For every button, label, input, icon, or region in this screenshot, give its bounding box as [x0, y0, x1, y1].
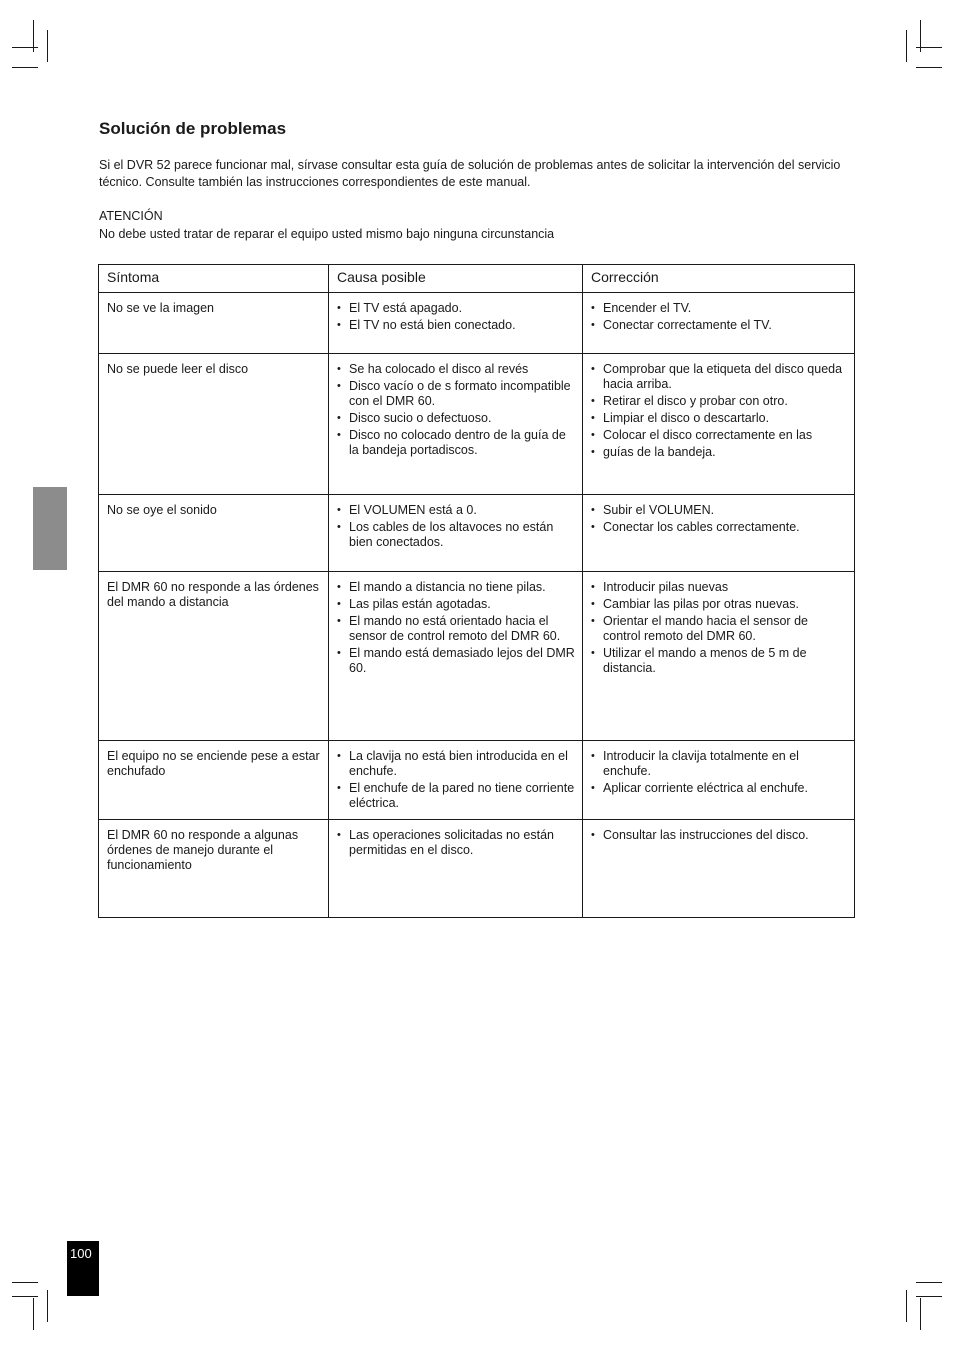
table-row: [99, 820, 855, 918]
fix-item: • Introducir la clavija totalmente en el enchufe.: [591, 749, 848, 779]
fix-cell: [583, 293, 855, 354]
crop-mark: [916, 67, 942, 68]
cause-item: • Disco no colocado dentro de la guía de la bandeja portadiscos.: [337, 428, 576, 458]
crop-mark: [920, 1298, 921, 1330]
crop-mark: [12, 1282, 38, 1283]
cause-cell: [329, 354, 583, 495]
cause-item: • El TV no está bien conectado.: [337, 318, 576, 333]
fix-item: • Conectar correctamente el TV.: [591, 318, 848, 333]
crop-mark: [33, 20, 34, 52]
page-number: 100: [67, 1241, 99, 1296]
fix-cell: [583, 741, 855, 820]
crop-mark: [916, 1296, 942, 1297]
cause-item: • El enchufe de la pared no tiene corriente eléctrica.: [337, 781, 576, 811]
cause-item: • La clavija no está bien introducida en el enchufe.: [337, 749, 576, 779]
cause-cell: [329, 820, 583, 918]
cause-item: • Las operaciones solicitadas no están permitidas en el disco.: [337, 828, 576, 858]
symptom-cell: El DMR 60 no responde a las órdenes del mando a distancia: [99, 572, 329, 741]
symptom-cell: El equipo no se enciende pese a estar enchufado: [99, 741, 329, 820]
cause-item: • Los cables de los altavoces no están bien conectados.: [337, 520, 576, 550]
crop-mark: [33, 1298, 34, 1330]
cause-item: • Disco vacío o de s formato incompatible con el DMR 60.: [337, 379, 576, 409]
fix-item: • Retirar el disco y probar con otro.: [591, 394, 848, 409]
cause-cell: [329, 741, 583, 820]
fix-item: • Limpiar el disco o descartarlo.: [591, 411, 848, 426]
fix-item: • Colocar el disco correctamente en las: [591, 428, 848, 443]
fix-item: • Orientar el mando hacia el sensor de control remoto del DMR 60.: [591, 614, 848, 644]
fix-item: • Consultar las instrucciones del disco.: [591, 828, 848, 843]
fix-cell: [583, 572, 855, 741]
cause-cell: [329, 495, 583, 572]
crop-mark: [12, 67, 38, 68]
page-title: Solución de problemas: [99, 119, 287, 138]
attention-text: No debe usted tratar de reparar el equipo usted mismo bajo ninguna circunstancia: [99, 227, 555, 241]
section-side-tab: [33, 487, 67, 570]
fix-item: • Introducir pilas nuevas: [591, 580, 848, 595]
cause-item: • El mando está demasiado lejos del DMR 60.: [337, 646, 576, 676]
fix-cell: [583, 354, 855, 495]
troubleshooting-table: [98, 264, 855, 918]
fix-item: • guías de la bandeja.: [591, 445, 848, 460]
table-row: [99, 354, 855, 495]
fix-item: • Utilizar el mando a menos de 5 m de distancia.: [591, 646, 848, 676]
symptom-cell: No se ve la imagen: [99, 293, 329, 354]
fix-item: • Conectar los cables correctamente.: [591, 520, 848, 535]
table-row: [99, 572, 855, 741]
table-row: [99, 495, 855, 572]
cause-cell: [329, 293, 583, 354]
crop-mark: [12, 47, 38, 48]
symptom-cell: No se puede leer el disco: [99, 354, 329, 495]
cause-item: • El mando no está orientado hacia el sensor de control remoto del DMR 60.: [337, 614, 576, 644]
fix-item: • Subir el VOLUMEN.: [591, 503, 848, 518]
fix-item: • Aplicar corriente eléctrica al enchufe.: [591, 781, 848, 796]
cause-item: • Se ha colocado el disco al revés: [337, 362, 576, 377]
header-symptom: Síntoma: [99, 265, 329, 293]
header-fix: Corrección: [583, 265, 855, 293]
cause-cell: [329, 572, 583, 741]
table-row: [99, 293, 855, 354]
symptom-cell: El DMR 60 no responde a algunas órdenes de manejo durante el funcionamiento: [99, 820, 329, 918]
cause-item: • El mando a distancia no tiene pilas.: [337, 580, 576, 595]
crop-mark: [12, 1296, 38, 1297]
cause-item: • Disco sucio o defectuoso.: [337, 411, 576, 426]
fix-cell: [583, 495, 855, 572]
symptom-cell: No se oye el sonido: [99, 495, 329, 572]
fix-item: • Encender el TV.: [591, 301, 848, 316]
intro-paragraph: Si el DVR 52 parece funcionar mal, sírvase consultar esta guía de solución de problemas antes de solicitar la intervención del servicio técnico. Consulte también las instrucciones correspondientes de este manual.: [99, 158, 841, 189]
crop-mark: [906, 30, 907, 62]
crop-mark: [47, 30, 48, 62]
crop-mark: [920, 20, 921, 52]
crop-mark: [47, 1290, 48, 1322]
header-cause: Causa posible: [329, 265, 583, 293]
cause-item: • El VOLUMEN está a 0.: [337, 503, 576, 518]
fix-item: • Cambiar las pilas por otras nuevas.: [591, 597, 848, 612]
table-row: [99, 741, 855, 820]
fix-cell: [583, 820, 855, 918]
cause-item: • Las pilas están agotadas.: [337, 597, 576, 612]
crop-mark: [906, 1290, 907, 1322]
fix-item: • Comprobar que la etiqueta del disco queda hacia arriba.: [591, 362, 848, 392]
table-header-row: [99, 265, 855, 293]
attention-label: ATENCIÓN: [99, 209, 163, 223]
crop-mark: [916, 1282, 942, 1283]
cause-item: • El TV está apagado.: [337, 301, 576, 316]
